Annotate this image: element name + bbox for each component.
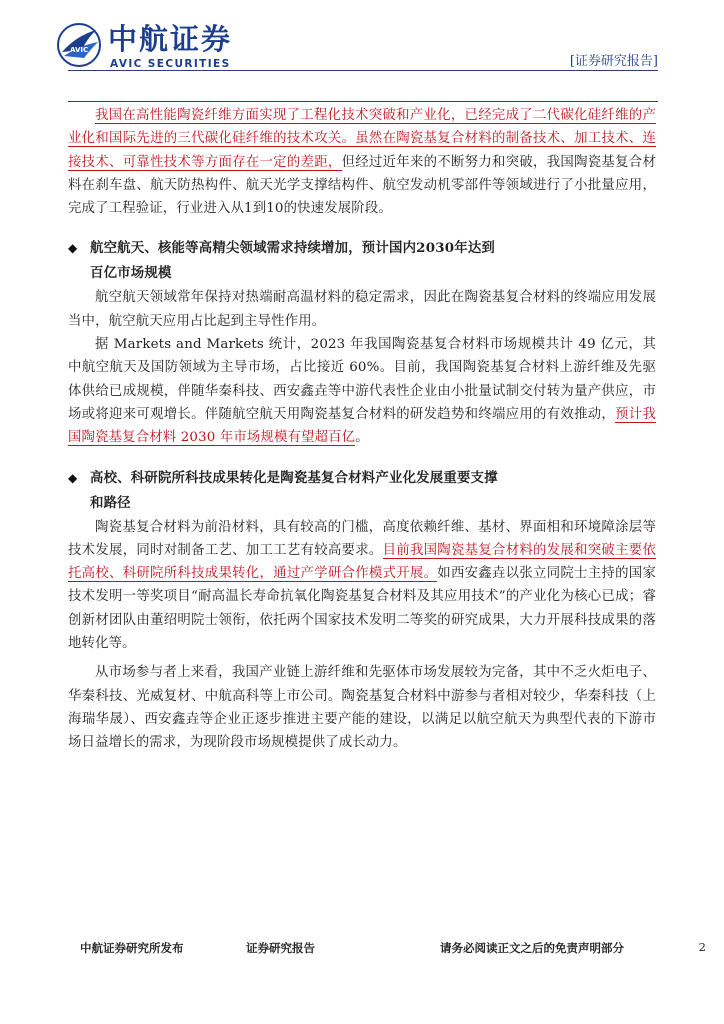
diamond-bullet-icon: ◆ bbox=[68, 470, 78, 485]
paragraph-text: 陶瓷基复合材料为前沿材料，具有较高的门槛，高度依赖纤维、基材、界面相和环境障涂层等技术发展，同时对制备工艺、加工工艺有较高要求。 bbox=[68, 519, 656, 558]
paragraph: 航空航天领域常年保持对热端耐高温材料的稳定需求，因此在陶瓷基复合材料的终端应用发展当中，航空航天应用占比起到主导性作用。 bbox=[68, 290, 656, 329]
content-top-divider bbox=[68, 101, 658, 102]
avic-securities-logo bbox=[56, 20, 246, 72]
paragraph-text: 但经过近年来的不断努力和突破，我国陶瓷基复合材料在刹车盘、航天防热构件、航天光学支撑结构件、航空发动机零部件等领域进行了小批量应用，完成了工程验证，行业进入从1到10的快速发展阶段。 bbox=[68, 154, 657, 217]
logo-chinese-name: 中航证券 bbox=[108, 22, 233, 56]
highlighted-text: 目前我国陶瓷基复合材料的发展和突破主要依托高校、科研院所科技成果转化，通过产学研合作模式开展。 bbox=[68, 542, 657, 582]
page-number: 2 bbox=[698, 940, 706, 954]
logo-english-name: AVIC SECURITIES bbox=[110, 58, 231, 70]
paragraph-text: 如西安鑫垚以张立同院士主持的国家技术发明一等奖项目“耐高温长寿命抗氧化陶瓷基复合材料及其应用技术”的产业化为核心已成；睿创新材团队由董绍明院士领衔，依托两个国家技术发明二等奖的研究成果，大力开展科技成果的落地转化等。 bbox=[68, 566, 656, 652]
page-footer bbox=[80, 940, 706, 960]
section-heading-research-transfer bbox=[68, 466, 656, 516]
report-type-tag: [证券研究报告] bbox=[569, 54, 658, 69]
market-participants-paragraph: 从市场参与者上来看，我国产业链上游纤维和先驱体市场发展较为完备，其中不乏火炬电子、华秦科技、光威复材、中航高科等上市公司。陶瓷基复合材料中游参与者相对较少，华秦科技（上海瑞华晟）、西安鑫垚等企业正逐步推进主要产能的建设，以满足以航空航天为典型代表的下游市场日益增长的需求，为现阶段市场规模提供了成长动力。 bbox=[68, 665, 656, 751]
footer-publisher: 中航证券研究所发布 bbox=[80, 941, 184, 955]
report-body bbox=[68, 104, 656, 755]
footer-report-type: 证券研究报告 bbox=[246, 941, 315, 955]
header-divider bbox=[68, 70, 658, 71]
diamond-bullet-icon: ◆ bbox=[68, 241, 78, 256]
heading-line: 航空航天、核能等高精尖领域需求持续增加，预计国内2030年达到 bbox=[90, 240, 496, 257]
highlighted-text: 预计我国陶瓷基复合材料 2030 年市场规模有望超百亿 bbox=[68, 406, 657, 446]
research-paragraph bbox=[68, 516, 656, 656]
paragraph-text: 。 bbox=[355, 430, 369, 446]
paragraph-text: 据 Markets and Markets 统计，2023 年我国陶瓷基复合材料市场规模共计 49 亿元，其中航空航天及国防领域为主导市场，占比接近 60%。目前，我国陶瓷基复合材料上游纤维及先驱体供给已成规模，伴随华秦科技、西安鑫垚等中游代表性企业由小批量试制交付转为量产供应，市场或将迎来可观增长。伴随航空航天用陶瓷基复合材料的研发趋势和终端应用的有效推动， bbox=[68, 337, 656, 422]
heading-line: 百亿市场规模 bbox=[90, 265, 172, 282]
heading-line: 高校、科研院所科技成果转化是陶瓷基复合材料产业化发展重要支撑 bbox=[90, 469, 498, 486]
heading-line: 和路径 bbox=[90, 494, 131, 511]
avic-emblem-icon bbox=[56, 22, 102, 68]
footer-disclaimer: 请务必阅读正文之后的免责声明部分 bbox=[440, 941, 624, 955]
section-heading-aerospace-demand bbox=[68, 236, 656, 286]
highlighted-text: 我国在高性能陶瓷纤维方面实现了工程化技术突破和产业化，已经完成了二代碳化硅纤维的产业化和国际先进的三代碳化硅纤维的技术攻关。虽然在陶瓷基复合材料的制备技术、加工技术、连接技术、可靠性技术等方面存在一定的差距， bbox=[68, 108, 656, 170]
logo-mark-text: AVIC bbox=[70, 46, 89, 54]
intro-paragraph bbox=[68, 104, 656, 220]
market-size-paragraph bbox=[68, 333, 656, 449]
